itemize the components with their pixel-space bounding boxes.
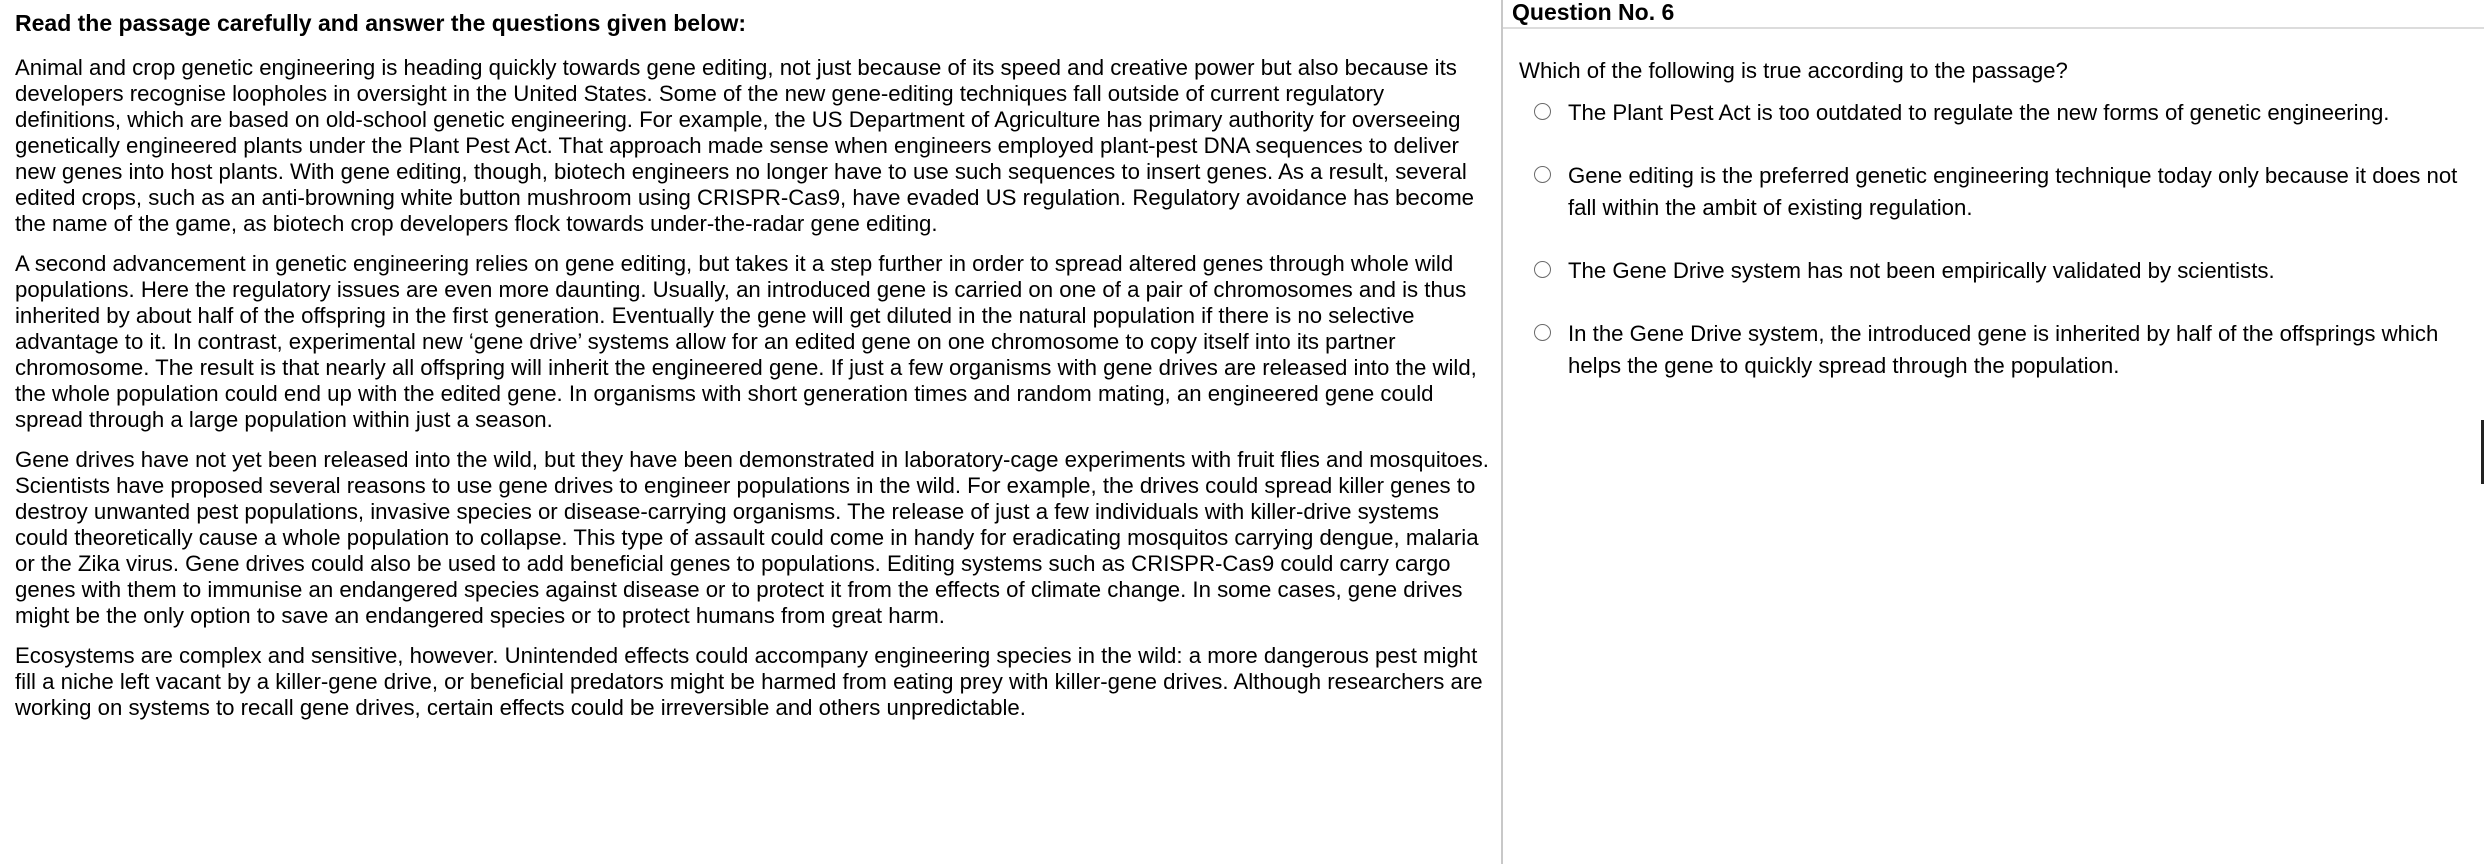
answer-option-3-label[interactable]: The Gene Drive system has not been empirically validated by scientists. <box>1568 258 2275 283</box>
question-body <box>1503 29 2484 382</box>
answer-option-3[interactable] <box>1519 255 2484 287</box>
passage-paragraph-3: Gene drives have not yet been released into the wild, but they have been demonstrated in laboratory-cage experiments with fruit flies and mosquitoes. Scientists have proposed several reasons to use gene drives to engineer populations in the wild. For example, the drives could spread killer genes to destroy unwanted pest populations, invasive species or disease-carrying organisms. The release of just a few individuals with killer-drive systems could theoretically cause a whole population to collapse. This type of assault could come in handy for eradicating mosquitos carrying dengue, malaria or the Zika virus. Gene drives could also be used to add beneficial genes to populations. Editing systems such as CRISPR-Cas9 could carry cargo genes with them to immunise an endangered species against disease or to protect it from the effects of climate change. In some cases, gene drives might be the only option to save an endangered species or to protect humans from great harm. <box>15 447 1489 628</box>
radio-button-option-2[interactable] <box>1534 166 1551 183</box>
passage-instruction: Read the passage carefully and answer the questions given below: <box>15 10 747 36</box>
question-text: Which of the following is true according to the passage? <box>1519 58 2068 83</box>
passage-paragraph-4: Ecosystems are complex and sensitive, however. Unintended effects could accompany engineering species in the wild: a more dangerous pest might fill a niche left vacant by a killer-gene drive, or beneficial predators might be harmed from eating prey with killer-gene drives. Although researchers are working on systems to recall gene drives, certain effects could be irreversible and others unpredictable. <box>15 643 1483 720</box>
answer-option-2-label[interactable]: Gene editing is the preferred genetic engineering technique today only because it does not fall within the ambit of existing regulation. <box>1568 163 2458 220</box>
answer-option-1-label[interactable]: The Plant Pest Act is too outdated to regulate the new forms of genetic engineering. <box>1568 100 2390 125</box>
answer-option-1[interactable] <box>1519 97 2484 129</box>
question-header <box>1503 0 2484 29</box>
radio-button-option-3[interactable] <box>1534 261 1551 278</box>
answer-option-4-label[interactable]: In the Gene Drive system, the introduced gene is inherited by half of the offsprings which helps the gene to quickly spread through the population. <box>1568 321 2439 378</box>
passage-paragraph-2: A second advancement in genetic engineering relies on gene editing, but takes it a step further in order to spread altered genes through whole wild populations. Here the regulatory issues are even more daunting. Usually, an introduced gene is carried on one of a pair of chromosomes and is thus inherited by about half of the offspring in the first generation. Eventually the gene will get diluted in the natural population if there is no selective advantage to it. In contrast, experimental new ‘gene drive’ systems allow for an edited gene on one chromosome to copy itself into its partner chromosome. The result is that nearly all offspring will inherit the engineered gene. If just a few organisms with gene drives are released into the wild, the whole population could end up with the edited gene. In organisms with short generation times and random mating, an engineered gene could spread through a large population within just a season. <box>15 251 1477 432</box>
passage-text <box>15 55 1491 721</box>
answer-option-2[interactable] <box>1519 160 2484 224</box>
passage-paragraph-1: Animal and crop genetic engineering is heading quickly towards gene editing, not just because of its speed and creative power but also because its developers recognise loopholes in oversight in the United States. Some of the new gene-editing techniques fall outside of current regulatory definitions, which are based on old-school genetic engineering. For example, the US Department of Agriculture has primary authority for overseeing genetically engineered plants under the Plant Pest Act. That approach made sense when engineers employed plant-pest DNA sequences to deliver new genes into host plants. With gene editing, though, biotech engineers no longer have to use such sequences to insert genes. As a result, several edited crops, such as an anti-browning white button mushroom using CRISPR-Cas9, have evaded US regulation. Regulatory avoidance has become the name of the game, as biotech crop developers flock towards under-the-radar gene editing. <box>15 55 1475 236</box>
radio-button-option-4[interactable] <box>1534 324 1551 341</box>
question-number: Question No. 6 <box>1512 0 1675 25</box>
answer-option-4[interactable] <box>1519 318 2484 382</box>
radio-button-option-1[interactable] <box>1534 103 1551 120</box>
question-pane <box>1503 0 2484 864</box>
